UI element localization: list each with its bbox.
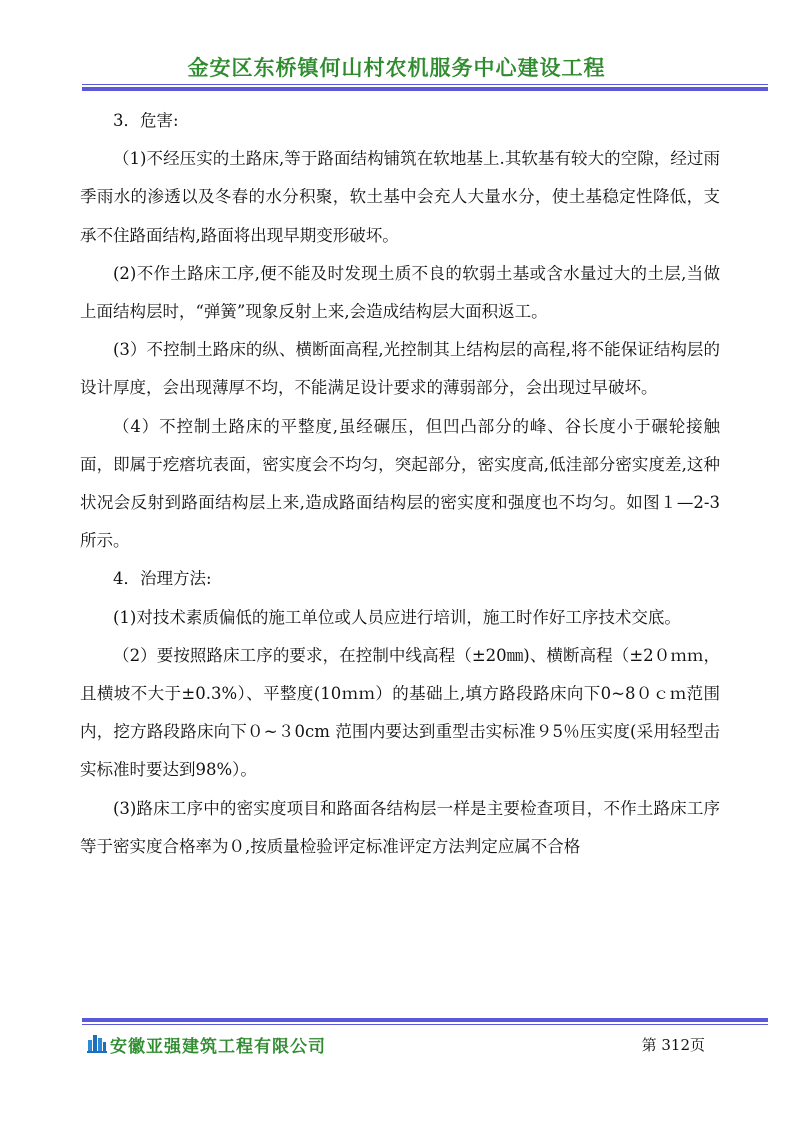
paragraph: 4．治理方法: [113,569,212,589]
paragraph: 3．危害: [113,111,179,130]
page-number: 第 312页 [641,1036,705,1054]
document-body [80,102,720,866]
paragraph: (2)不作土路床工序,便不能及时发现土质不良的软弱土基或含水量过大的土层,当做上面结构层时，“弹簧”现象反射上来,会造成结构层大面积返工。 [80,263,720,322]
paragraph: （2）要按照路床工序的要求，在控制中线高程（±20㎜)、横断高程（±2０ｍｍ，且横坡不大于±0.3%）、平整度(10ｍｍ）的基础上,填方路段路床向下0~8０ｃｍ范围内，挖方路段路床向下０~３0cm 范围内要达到重型击实标准９5％压实度(采用轻型击实标准时要达到98%）。 [80,645,720,780]
header-rule-thin [82,84,768,85]
footer-company-name: 安徽亚强建筑工程有限公司 [110,1037,326,1057]
company-logo-icon [86,1032,108,1054]
paragraph: （4）不控制土路床的平整度,虽经碾压，但凹凸部分的峰、谷长度小于碾轮接触面，即属于疙瘩坑表面，密实度会不均匀，突起部分，密实度高,低洼部分密实度差,这种状况会反射到路面结构层上来,造成路面结构层的密实度和强度也不均匀。如图１—2-3 所示。 [80,416,720,551]
paragraph: （1)不经压实的土路床,等于路面结构铺筑在软地基上.其软基有较大的空隙，经过雨季雨水的渗透以及冬春的水分积聚，软土基中会充人大量水分，使土基稳定性降低，支承不住路面结构,路面将出现早期变形破坏。 [80,149,720,245]
paragraph: (3)路床工序中的密实度项目和路面各结构层一样是主要检查项目，不作土路床工序等于密实度合格率为０,按质量检验评定标准评定方法判定应属不合格 [80,798,720,856]
header-rule-thick [82,87,768,91]
footer-rule-thin [82,1024,768,1025]
footer-rule-thick [82,1018,768,1022]
paragraph: (3）不控制土路床的纵、横断面高程,光控制其上结构层的高程,将不能保证结构层的设计厚度，会出现薄厚不均，不能满足设计要求的薄弱部分，会出现过早破坏。 [80,340,720,398]
paragraph: (1)对技术素质偏低的施工单位或人员应进行培训，施工时作好工序技术交底。 [113,607,681,627]
page-header-title: 金安区东桥镇何山村农机服务中心建设工程 [187,56,606,80]
